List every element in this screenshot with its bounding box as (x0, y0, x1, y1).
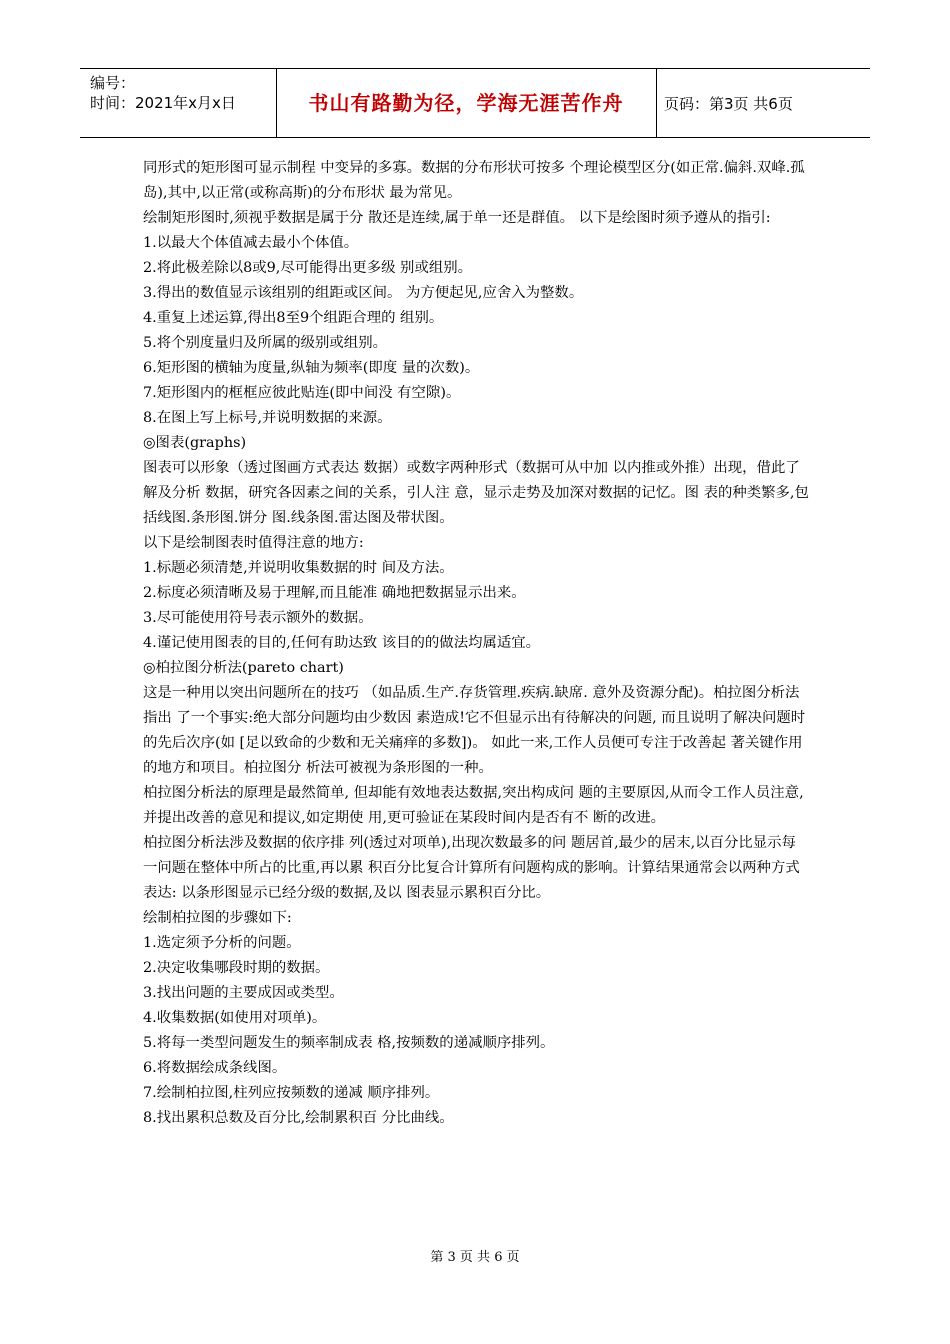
paragraph: 3.尽可能使用符号表示额外的数据。 (143, 610, 373, 626)
page-header (80, 68, 870, 138)
paragraph: 3.得出的数值显示该组别的组距或区间。 为方便起见,应舍入为整数。 (143, 285, 584, 301)
paragraph: ◎图表(graphs) (143, 435, 247, 451)
paragraph: 2.标度必须清晰及易于理解,而且能准 确地把数据显示出来。 (143, 585, 526, 601)
paragraph: 4.重复上述运算,得出8至9个组距合理的 组别。 (143, 310, 444, 326)
paragraph: 6.将数据绘成条线图。 (143, 1060, 287, 1076)
paragraph: 柏拉图分析法的原理是最然简单, 但却能有效地表达数据,突出构成问 题的主要原因,从而令工作人员注意, 并提出改善的意见和提议,如定期使 用,更可验证在某段时间内是否有不 断的改进。 (143, 785, 804, 826)
paragraph: 绘制矩形图时,须视乎数据是属于分 散还是连续,属于单一还是群值。 以下是绘图时须予遵从的指引: (143, 210, 771, 226)
paragraph: 7.绘制柏拉图,柱列应按频数的递减 顺序排列。 (143, 1085, 440, 1101)
paragraph: 8.找出累积总数及百分比,绘制累积百 分比曲线。 (143, 1110, 454, 1126)
header-divider-right (656, 69, 657, 137)
header-page-number: 页码：第3页 共6页 (664, 95, 793, 113)
paragraph: 1.选定须予分析的问题。 (143, 935, 301, 951)
document-body (143, 156, 811, 1131)
paragraph: 4.谨记使用图表的目的,任何有助达致 该目的的做法均属适宜。 (143, 635, 541, 651)
page-footer: 第 3 页 共 6 页 (430, 1250, 520, 1265)
paragraph: 7.矩形图内的框框应彼此贴连(即中间没 有空隙)。 (143, 385, 461, 401)
paragraph: ◎柏拉图分析法(pareto chart) (143, 660, 344, 676)
paragraph: 同形式的矩形图可显示制程 中变异的多寡。数据的分布形状可按多 个理论模型区分(如正常.偏斜.双峰.孤 岛),其中,以正常(或称高斯)的分布形状 最为常见。 (143, 160, 805, 201)
paragraph: 3.找出问题的主要成因或类型。 (143, 985, 344, 1001)
paragraph: 以下是绘制图表时值得注意的地方: (143, 535, 364, 551)
paragraph: 图表可以形象（透过图画方式表达 数据）或数字两种形式（数据可从中加 以内推或外推）出现，借此了解及分析 数据，研究各因素之间的关系，引人注 意，显示走势及加深对数据的记忆。图 表的种类繁多,包括线图.条形图.饼分 图.线条图.雷达图及带状图。 (143, 460, 809, 526)
paragraph: 5.将每一类型问题发生的频率制成表 格,按频数的递减顺序排列。 (143, 1035, 555, 1051)
code-label: 编号： (90, 74, 136, 92)
paragraph: 1.标题必须清楚,并说明收集数据的时 间及方法。 (143, 560, 454, 576)
paragraph: 绘制柏拉图的步骤如下: (143, 910, 292, 926)
paragraph: 1.以最大个体值减去最小个体值。 (143, 235, 359, 251)
paragraph: 2.将此极差除以8或9,尽可能得出更多级 别或组别。 (143, 260, 473, 276)
header-motto: 书山有路勤为径，学海无涯苦作舟 (308, 91, 624, 115)
paragraph: 柏拉图分析法涉及数据的依序排 列(透过对项单),出现次数最多的问 题居首,最少的居末,以百分比显示每 一问题在整体中所占的比重,再以累 积百分比复合计算所有问题构成的影响。计算结果通常会以两种方式表达: 以条形图显示已经分级的数据,及以 图表显示累积百分比。 (143, 835, 800, 901)
paragraph: 4.收集数据(如使用对项单)。 (143, 1010, 327, 1026)
time-label: 时间：2021年x月x日 (90, 94, 236, 112)
paragraph: 这是一种用以突出问题所在的技巧 （如品质.生产.存货管理.疾病.缺席. 意外及资源分配)。柏拉图分析法指出 了一个事实:绝大部分问题均由少数因 素造成!它不但显示出有待解决的问题, 而且说明了解决问题时的先后次序(如 [足以致命的少数和无关痛痒的多数])。 如此一来,工作人员便可专注于改善起 著关键作用的地方和项目。柏拉图分 析法可被视为条形图的一种。 (143, 685, 806, 776)
paragraph: 2.决定收集哪段时期的数据。 (143, 960, 330, 976)
paragraph: 8.在图上写上标号,并说明数据的来源。 (143, 410, 392, 426)
paragraph: 5.将个别度量归及所属的级别或组别。 (143, 335, 387, 351)
header-meta (90, 73, 236, 113)
paragraph: 6.矩形图的横轴为度量,纵轴为频率(即度 量的次数)。 (143, 360, 480, 376)
